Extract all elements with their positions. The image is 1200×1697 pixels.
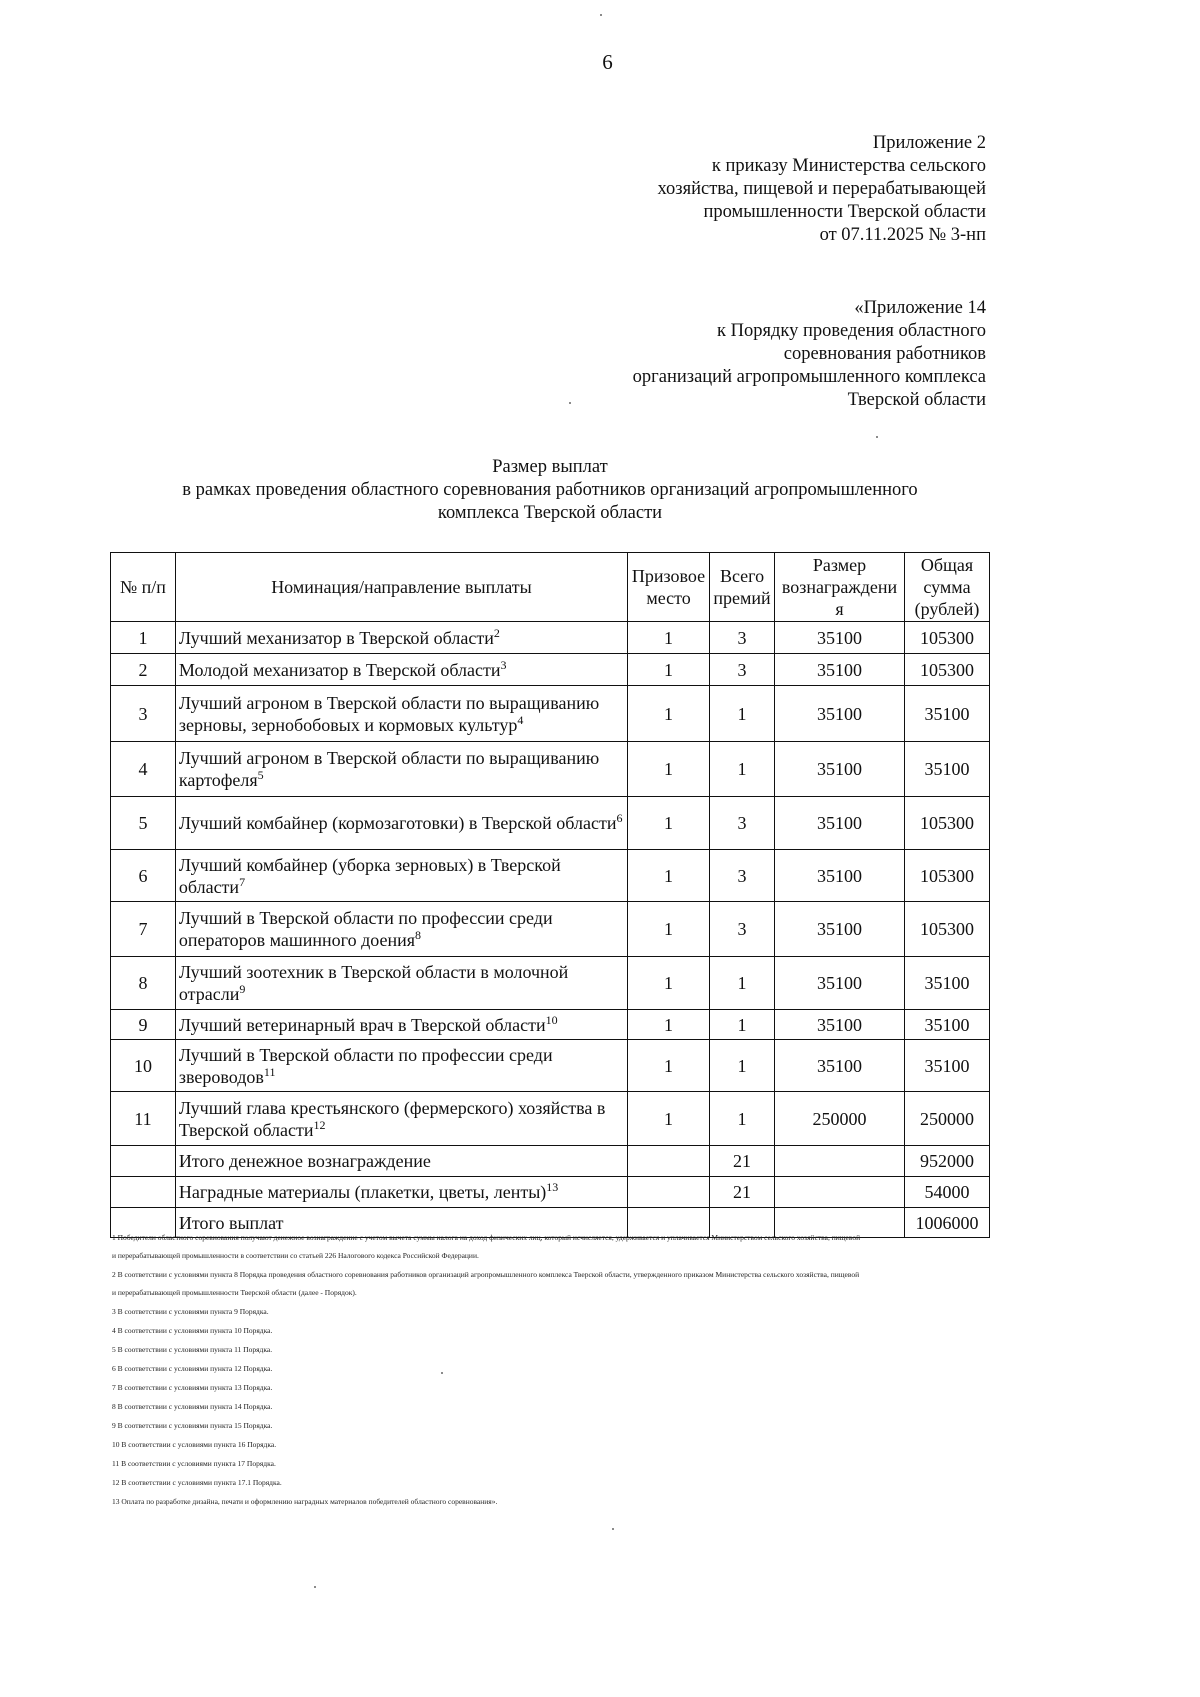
- row-amount: 35100: [775, 1040, 905, 1092]
- row-count: 3: [710, 902, 775, 957]
- row-amount: 35100: [775, 797, 905, 850]
- footnote: 12 В соответствии с условиями пункта 17.1 Порядка.: [112, 1478, 282, 1487]
- row-name-text: Лучший в Тверской области по профессии среди звероводов: [178, 1044, 553, 1087]
- row-name: [175, 957, 627, 1010]
- scan-speck: [569, 402, 571, 404]
- row-name-text: Лучший комбайнер (уборка зерновых) в Тверской области: [178, 854, 561, 897]
- annex-line: Тверской области: [847, 390, 986, 410]
- row-name-text: Лучший глава крестьянского (фермерского) хозяйства в Тверской области: [178, 1097, 606, 1140]
- footnote: 5 В соответствии с условиями пункта 11 Порядка.: [112, 1345, 273, 1354]
- row-place: 1: [628, 742, 710, 797]
- row-amount: 250000: [775, 1092, 905, 1146]
- row-place: 1: [628, 622, 710, 654]
- row-name: [175, 1010, 627, 1040]
- row-amount: 35100: [775, 654, 905, 686]
- row-name-text: Лучший комбайнер (кормозаготовки) в Тверской области: [178, 813, 617, 833]
- table-row: [111, 622, 990, 654]
- scan-speck: [612, 1528, 614, 1530]
- annex-line: организаций агропромышленного комплекса: [632, 367, 986, 387]
- footnote-ref: 4: [517, 712, 524, 727]
- row-name: [175, 797, 627, 850]
- table-row: [111, 654, 990, 686]
- table-row: [111, 902, 990, 957]
- row-amount: 35100: [775, 957, 905, 1010]
- table-row: [111, 850, 990, 902]
- row-place: 1: [628, 902, 710, 957]
- row-total: 105300: [904, 622, 989, 654]
- row-num: 6: [111, 850, 176, 902]
- footnote: 11 В соответствии с условиями пункта 17 Порядка.: [112, 1459, 276, 1468]
- annex-14-header: [633, 297, 986, 412]
- row-count: 1: [710, 1010, 775, 1040]
- annex-line: к Порядку проведения областного: [716, 321, 986, 341]
- annex-line: к приказу Министерства сельского: [711, 156, 986, 176]
- footnote-ref: 11: [263, 1064, 276, 1079]
- summary-num: [111, 1146, 176, 1177]
- row-count: 1: [710, 742, 775, 797]
- title-line: в рамках проведения областного соревнования работников организаций агропромышленного: [182, 480, 918, 500]
- row-total: 35100: [904, 1010, 989, 1040]
- row-amount: 35100: [775, 742, 905, 797]
- row-num: 8: [111, 957, 176, 1010]
- row-place: 1: [628, 1010, 710, 1040]
- page-number: 6: [602, 50, 613, 74]
- annex-line: промышленности Тверской области: [703, 202, 986, 222]
- row-name-text: Лучший агроном в Тверской области по выращиванию картофеля: [178, 748, 600, 790]
- annex-line: Приложение 2: [872, 133, 986, 153]
- footnote-ref: 13: [546, 1180, 559, 1194]
- scan-speck: [441, 1372, 443, 1374]
- row-num: 3: [111, 686, 176, 742]
- row-place: 1: [628, 1040, 710, 1092]
- footnote-ref: 8: [415, 928, 422, 942]
- header-place: Призовое место: [628, 553, 710, 622]
- annex-line: от 07.11.2025 № 3-нп: [819, 225, 986, 245]
- row-name: [175, 742, 627, 797]
- row-name: [175, 686, 627, 742]
- title-line: Размер выплат: [492, 457, 608, 477]
- row-num: 11: [111, 1092, 176, 1146]
- annex-header: [657, 132, 986, 247]
- footnote-ref: 12: [313, 1117, 326, 1132]
- row-name-text: Лучший ветеринарный врач в Тверской области: [178, 1014, 546, 1035]
- title-line: комплекса Тверской области: [437, 503, 663, 523]
- row-place: 1: [628, 654, 710, 686]
- header-num: № п/п: [111, 553, 176, 622]
- row-total: 105300: [904, 850, 989, 902]
- summary-name: [175, 1177, 627, 1208]
- row-name-text: Лучший в Тверской области по профессии среди операторов машинного доения: [178, 908, 553, 950]
- row-total: 35100: [904, 686, 989, 742]
- row-num: 10: [111, 1040, 176, 1092]
- footnote: 6 В соответствии с условиями пункта 12 Порядка.: [112, 1364, 273, 1373]
- row-count: 1: [710, 1040, 775, 1092]
- footnote: и перерабатывающей промышленности в соответствии со статьей 226 Налогового кодекса Российской Федерации.: [112, 1251, 479, 1260]
- row-count: 1: [710, 1092, 775, 1146]
- table-row: [111, 742, 990, 797]
- row-num: 7: [111, 902, 176, 957]
- row-place: 1: [628, 957, 710, 1010]
- footnote-ref: 10: [545, 1012, 558, 1027]
- row-total: 35100: [904, 742, 989, 797]
- footnote-ref: 3: [500, 657, 507, 672]
- row-name: [175, 654, 627, 686]
- header-count: Всего премий: [710, 553, 775, 622]
- scan-speck: [314, 1586, 316, 1588]
- summary-name-text: Наградные материалы (плакетки, цветы, ленты): [178, 1182, 547, 1202]
- summary-row: [111, 1146, 990, 1177]
- row-name-text: Лучший механизатор в Тверской области: [178, 627, 494, 648]
- row-total: 35100: [904, 957, 989, 1010]
- footnote: 4 В соответствии с условиями пункта 10 Порядка.: [112, 1326, 273, 1335]
- footnote-ref: 6: [616, 811, 623, 825]
- row-num: 9: [111, 1010, 176, 1040]
- row-count: 3: [710, 850, 775, 902]
- scan-speck: [876, 436, 878, 438]
- summary-place: [628, 1146, 710, 1177]
- footnote-ref: 5: [257, 768, 264, 782]
- footnote: 9 В соответствии с условиями пункта 15 Порядка.: [112, 1421, 273, 1430]
- summary-place: [628, 1177, 710, 1208]
- table-header-row: [111, 553, 990, 622]
- row-count: 3: [710, 622, 775, 654]
- row-num: 5: [111, 797, 176, 850]
- summary-count: 21: [710, 1146, 775, 1177]
- row-total: 105300: [904, 797, 989, 850]
- row-name: [175, 902, 627, 957]
- document-title: [100, 456, 1000, 525]
- row-place: 1: [628, 686, 710, 742]
- row-count: 1: [710, 957, 775, 1010]
- row-total: 105300: [904, 654, 989, 686]
- footnote: 7 В соответствии с условиями пункта 13 Порядка.: [112, 1383, 273, 1392]
- footnote: 13 Оплата по разработке дизайна, печати и оформлению наградных материалов победителей областного соревнования».: [112, 1497, 498, 1506]
- footnote: и перерабатывающей промышленности Тверской области (далее - Порядок).: [112, 1288, 357, 1297]
- summary-amount: [775, 1177, 905, 1208]
- row-num: 1: [111, 622, 176, 654]
- footnote: 10 В соответствии с условиями пункта 16 Порядка.: [112, 1440, 277, 1449]
- footnote-ref: 7: [239, 874, 246, 889]
- row-total: 105300: [904, 902, 989, 957]
- annex-line: соревнования работников: [783, 344, 986, 364]
- summary-total: 1006000: [904, 1208, 989, 1238]
- footnote-ref: 9: [239, 982, 246, 996]
- row-count: 3: [710, 654, 775, 686]
- footnote-ref: 2: [493, 625, 500, 640]
- row-amount: 35100: [775, 902, 905, 957]
- scan-speck: [600, 14, 602, 16]
- row-amount: 35100: [775, 686, 905, 742]
- summary-row: [111, 1177, 990, 1208]
- row-count: 1: [710, 686, 775, 742]
- table-row: [111, 797, 990, 850]
- header-total: Общая сумма (рублей): [904, 553, 989, 622]
- table-row: [111, 1092, 990, 1146]
- summary-name: [175, 1146, 627, 1177]
- row-name-text: Молодой механизатор в Тверской области: [178, 659, 501, 680]
- payments-table: [110, 552, 990, 1238]
- summary-name-text: Итого денежное вознаграждение: [178, 1151, 431, 1171]
- summary-total: 54000: [904, 1177, 989, 1208]
- row-name: [175, 1092, 627, 1146]
- row-total: 250000: [904, 1092, 989, 1146]
- footnote: 2 В соответствии с условиями пункта 8 Порядка проведения областного соревнования работников организаций агропромышленного комплекса Тверской области, утвержденного приказом Министерства сельского хозяйства, пищевой: [112, 1270, 860, 1279]
- table-row: [111, 1010, 990, 1040]
- row-num: 4: [111, 742, 176, 797]
- row-place: 1: [628, 797, 710, 850]
- row-name: [175, 850, 627, 902]
- row-name: [175, 1040, 627, 1092]
- row-name-text: Лучший зоотехник в Тверской области в молочной отрасли: [178, 962, 569, 1004]
- row-name: [175, 622, 627, 654]
- annex-line: хозяйства, пищевой и перерабатывающей: [657, 179, 986, 199]
- row-place: 1: [628, 850, 710, 902]
- row-num: 2: [111, 654, 176, 686]
- row-name-text: Лучший агроном в Тверской области по выращиванию зерновы, зернобобовых и кормовых культур: [178, 692, 600, 735]
- footnote: 3 В соответствии с условиями пункта 9 Порядка.: [112, 1307, 269, 1316]
- row-total: 35100: [904, 1040, 989, 1092]
- summary-total: 952000: [904, 1146, 989, 1177]
- table-row: [111, 957, 990, 1010]
- row-amount: 35100: [775, 850, 905, 902]
- header-name: Номинация/направление выплаты: [175, 553, 627, 622]
- table-row: [111, 1040, 990, 1092]
- summary-name-text: Итого выплат: [178, 1212, 284, 1233]
- annex-line: «Приложение 14: [854, 298, 986, 318]
- footnotes: [112, 1233, 992, 1516]
- row-amount: 35100: [775, 1010, 905, 1040]
- table-row: [111, 686, 990, 742]
- summary-count: 21: [710, 1177, 775, 1208]
- row-amount: 35100: [775, 622, 905, 654]
- summary-num: [111, 1177, 176, 1208]
- summary-amount: [775, 1146, 905, 1177]
- footnote: 1 Победители областного соревнования получают денежное вознаграждение с учетом вычета суммы налога на доход физических лиц, который исчисляется, удерживается и уплачивается Министерством сельского хозяйства, пищевой: [112, 1233, 861, 1242]
- footnote: 8 В соответствии с условиями пункта 14 Порядка.: [112, 1402, 273, 1411]
- header-amount: Размер вознаграждени я: [775, 553, 905, 622]
- row-place: 1: [628, 1092, 710, 1146]
- row-count: 3: [710, 797, 775, 850]
